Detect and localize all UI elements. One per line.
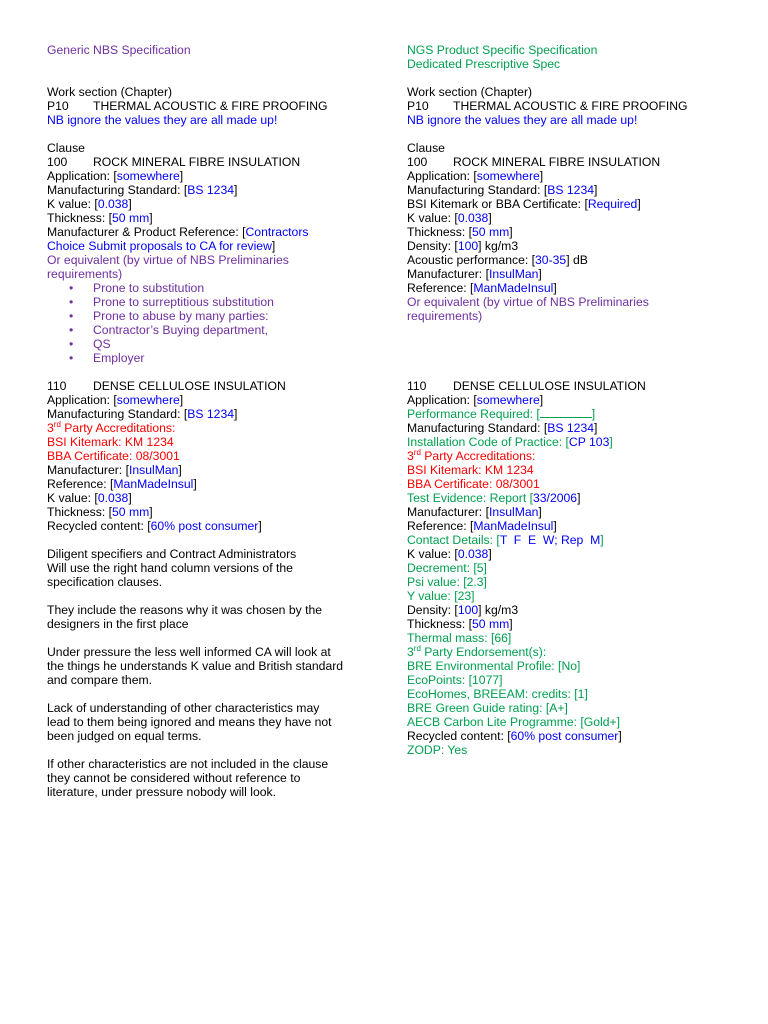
list-item: • Prone to surreptitious substitution — [93, 295, 377, 309]
field-label: Reference: [ — [47, 477, 114, 491]
field-label: Density: [ — [407, 239, 458, 253]
thickness-line: Thickness: [50 mm] — [47, 505, 153, 519]
field-label: K value: [ — [407, 211, 458, 225]
k-value-line: K value: [0.038] — [407, 211, 492, 225]
ordinal-suffix: rd — [413, 447, 421, 457]
field-value: somewhere — [476, 393, 540, 407]
clause-number: 110 — [407, 379, 427, 393]
field-value: 0.038 — [97, 197, 129, 211]
paragraph — [47, 603, 377, 631]
field-label: Application: [ — [47, 169, 117, 183]
field-label: Manufacturing Standard: [ — [47, 407, 188, 421]
manufacturing-standard-line: Manufacturing Standard: [BS 1234] — [407, 421, 598, 435]
field-value: 0.038 — [457, 547, 489, 561]
section-title: THERMAL ACOUSTIC & FIRE PROOFING — [93, 99, 328, 113]
field-value: 50 mm — [472, 617, 510, 631]
substitution-risks-list — [47, 281, 377, 365]
recycled-content-line: Recycled content: [60% post consumer] — [47, 519, 262, 533]
manufacturer-line: Manufacturer: [InsulMan] — [407, 267, 542, 281]
field-label: Thickness: [ — [407, 617, 473, 631]
clause-100 — [407, 155, 747, 323]
clause-title: DENSE CELLULOSE INSULATION — [93, 379, 286, 393]
clause-title: ROCK MINERAL FIBRE INSULATION — [93, 155, 301, 169]
aecb-carbon-lite-line: AECB Carbon Lite Programme: [Gold+] — [407, 715, 621, 729]
field-label: Acoustic performance: [ — [407, 253, 536, 267]
psi-value-line: Psi value: [2.3] — [407, 575, 487, 589]
zodp-line: ZODP: Yes — [407, 743, 468, 757]
field-value: 50 mm — [112, 211, 150, 225]
paragraph-line: Will use the right hand column versions of the — [47, 561, 293, 575]
field-value: BS 1234 — [187, 407, 235, 421]
field-label: Manufacturing Standard: [ — [407, 183, 548, 197]
clause-label: Clause — [47, 141, 85, 155]
manufacturer-product-line-cont: Choice Submit proposals to CA for review] — [47, 239, 276, 253]
field-label: BSI Kitemark or BBA Certificate: [ — [407, 197, 588, 211]
clause-number: 100 — [407, 155, 428, 169]
field-unit: ] kg/m3 — [478, 239, 519, 253]
field-label: Application: [ — [47, 393, 117, 407]
field-label: K value: [ — [47, 197, 98, 211]
clause-110 — [47, 379, 377, 533]
k-value-line: K value: [0.038] — [47, 491, 132, 505]
field-label: Recycled content: [ — [47, 519, 151, 533]
kitemark-line: BSI Kitemark: KM 1234 — [407, 463, 534, 477]
section-heading — [407, 99, 747, 113]
field-bracket: ] — [577, 491, 581, 505]
field-unit: ] dB — [566, 253, 588, 267]
clause-title: ROCK MINERAL FIBRE INSULATION — [453, 155, 661, 169]
field-label: Test Evidence: Report [ — [407, 491, 533, 505]
field-value: 0.038 — [457, 211, 489, 225]
field-value: 100 — [457, 603, 479, 617]
recycled-content-line: Recycled content: [60% post consumer] — [407, 729, 622, 743]
field-label: Application: [ — [407, 393, 477, 407]
thickness-line: Thickness: [50 mm] — [407, 225, 513, 239]
field-label: Reference: [ — [407, 519, 474, 533]
paragraph-line: If other characteristics are not included in the clause — [47, 757, 329, 771]
field-label: Party Accreditations: — [420, 449, 536, 463]
field-label: Recycled content: [ — [407, 729, 511, 743]
clause-100 — [47, 155, 377, 365]
field-value: somewhere — [116, 169, 180, 183]
manufacturing-standard-line: Manufacturing Standard: [BS 1234] — [47, 183, 238, 197]
field-value: 30-35 — [535, 253, 567, 267]
field-bracket: ] — [591, 407, 596, 421]
paragraph-line: designers in the first place — [47, 617, 189, 631]
or-equivalent-line-1: Or equivalent (by virtue of NBS Preliminaries — [47, 253, 289, 267]
test-evidence-line — [407, 491, 747, 505]
or-equivalent-line-2: requirements) — [47, 267, 123, 281]
field-value: 0.038 — [97, 491, 129, 505]
field-value: 60% post consumer — [150, 519, 259, 533]
list-item: • Contractor’s Buying department, — [93, 323, 377, 337]
field-value: somewhere — [116, 393, 180, 407]
acoustic-performance-line — [407, 253, 747, 267]
clause-110 — [407, 379, 747, 757]
clause-label: Clause — [407, 141, 445, 155]
nb-note: NB ignore the values they are all made up! — [407, 113, 638, 127]
field-value: Required — [587, 197, 638, 211]
density-line — [407, 239, 747, 253]
paragraph-line: and compare them. — [47, 673, 153, 687]
ordinal-suffix: rd — [53, 419, 61, 429]
field-value: ManMadeInsul — [473, 281, 554, 295]
clause-heading — [47, 379, 377, 393]
product-specific-spec-column — [407, 43, 747, 757]
application-line: Application: [somewhere] — [407, 393, 544, 407]
manufacturer-line: Manufacturer: [InsulMan] — [47, 463, 182, 477]
paragraph — [47, 547, 377, 589]
clause-heading — [407, 155, 747, 169]
field-value: 60% post consumer — [510, 729, 619, 743]
field-label: Manufacturing Standard: [ — [407, 421, 548, 435]
paragraph — [47, 757, 377, 799]
column-subheading: Dedicated Prescriptive Spec — [407, 57, 561, 71]
ecopoints-line: EcoPoints: [1077] — [407, 673, 503, 687]
column-heading: Generic NBS Specification — [47, 43, 191, 57]
paragraph-line: They include the reasons why it was chosen by the — [47, 603, 323, 617]
field-label: Performance Required: [ — [407, 407, 540, 421]
field-value: ManMadeInsul — [113, 477, 194, 491]
field-label: Density: [ — [407, 603, 458, 617]
section-code: P10 — [47, 99, 69, 113]
field-label: Reference: [ — [407, 281, 474, 295]
field-value: BS 1234 — [547, 183, 595, 197]
field-label: K value: [ — [47, 491, 98, 505]
section-title: THERMAL ACOUSTIC & FIRE PROOFING — [453, 99, 688, 113]
field-label: Thickness: [ — [47, 211, 113, 225]
field-label: Manufacturer: [ — [407, 267, 489, 281]
field-label: Installation Code of Practice: [ — [407, 435, 569, 449]
field-value: Contractors — [245, 225, 309, 239]
reference-line: Reference: [ManMadeInsul] — [47, 477, 197, 491]
field-label: Manufacturer: [ — [47, 463, 129, 477]
field-label: K value: [ — [407, 547, 458, 561]
k-value-line: K value: [0.038] — [47, 197, 132, 211]
field-label: Thickness: [ — [47, 505, 113, 519]
field-value: ManMadeInsul — [473, 519, 554, 533]
paragraph — [47, 645, 377, 687]
reference-line: Reference: [ManMadeInsul] — [407, 519, 557, 533]
field-label: Manufacturer & Product Reference: [ — [47, 225, 246, 239]
third-party-endorsements: 3rd Party Endorsement(s): — [407, 643, 547, 659]
decrement-line: Decrement: [5] — [407, 561, 487, 575]
contact-details-line — [407, 533, 747, 547]
thickness-line: Thickness: [50 mm] — [47, 211, 153, 225]
third-party-accreditations: 3rd Party Accreditations: — [47, 419, 176, 435]
field-value: BS 1234 — [187, 183, 235, 197]
field-value: T F E W; Rep M — [499, 533, 601, 547]
clause-heading — [47, 155, 377, 169]
field-value: 50 mm — [472, 225, 510, 239]
y-value-line: Y value: [23] — [407, 589, 475, 603]
field-value: 100 — [457, 239, 479, 253]
field-value: Choice Submit proposals to CA for review — [47, 239, 272, 253]
section-code: P10 — [407, 99, 429, 113]
ordinal-suffix: rd — [413, 643, 421, 653]
commentary — [47, 547, 377, 799]
kitemark-line: BSI Kitemark: KM 1234 — [47, 435, 174, 449]
paragraph-line: Diligent specifiers and Contract Administrators — [47, 547, 297, 561]
paragraph-line: lead to them being ignored and means they have not — [47, 715, 332, 729]
field-label: Contact Details: [ — [407, 533, 500, 547]
field-bracket: ] — [609, 435, 613, 449]
field-value: InsulMan — [128, 463, 179, 477]
field-value: InsulMan — [488, 267, 539, 281]
green-guide-rating-line: BRE Green Guide rating: [A+] — [407, 701, 568, 715]
bba-certificate-line: BBA Certificate: 08/3001 — [407, 477, 540, 491]
density-line — [407, 603, 747, 617]
reference-line: Reference: [ManMadeInsul] — [407, 281, 557, 295]
k-value-line: K value: [0.038] — [407, 547, 492, 561]
field-value: InsulMan — [488, 505, 539, 519]
paragraph-line: the things he understands K value and British standard — [47, 659, 344, 673]
clause-number: 100 — [47, 155, 68, 169]
ecohomes-breeam-line: EcoHomes, BREEAM: credits: [1] — [407, 687, 588, 701]
thermal-mass-line: Thermal mass: [66] — [407, 631, 512, 645]
application-line: Application: [somewhere] — [407, 169, 544, 183]
paragraph-line: Lack of understanding of other characteristics may — [47, 701, 320, 715]
manufacturing-standard-line: Manufacturing Standard: [BS 1234] — [407, 183, 598, 197]
paragraph — [47, 701, 377, 743]
field-label: Manufacturing Standard: [ — [47, 183, 188, 197]
field-unit: ] kg/m3 — [478, 603, 519, 617]
kitemark-bba-line: BSI Kitemark or BBA Certificate: [Required] — [407, 197, 641, 211]
paragraph-line: specification clauses. — [47, 575, 163, 589]
field-label: Application: [ — [407, 169, 477, 183]
paragraph-line: they cannot be considered without reference to — [47, 771, 301, 785]
thickness-line: Thickness: [50 mm] — [407, 617, 513, 631]
field-value: 33/2006 — [533, 491, 578, 505]
field-bracket: ] — [600, 533, 604, 547]
manufacturing-standard-line: Manufacturing Standard: [BS 1234] — [47, 407, 238, 421]
field-label: Thickness: [ — [407, 225, 473, 239]
list-item: • QS — [93, 337, 377, 351]
field-value: 50 mm — [112, 505, 150, 519]
generic-spec-column — [47, 43, 377, 799]
manufacturer-line: Manufacturer: [InsulMan] — [407, 505, 542, 519]
list-item: • Prone to abuse by many parties: — [93, 309, 377, 323]
third-party-accreditations: 3rd Party Accreditations: — [407, 447, 536, 463]
paragraph-line: Under pressure the less well informed CA will look at — [47, 645, 331, 659]
list-item: • Employer — [93, 351, 377, 365]
performance-required-line — [407, 407, 747, 421]
application-line: Application: [somewhere] — [47, 169, 184, 183]
field-value: BS 1234 — [547, 421, 595, 435]
clause-title: DENSE CELLULOSE INSULATION — [453, 379, 646, 393]
bre-environmental-profile-line: BRE Environmental Profile: [No] — [407, 659, 581, 673]
nb-note: NB ignore the values they are all made up! — [47, 113, 278, 127]
clause-heading — [407, 379, 747, 393]
blank-field — [540, 407, 592, 418]
or-equivalent-line-2: requirements) — [407, 309, 483, 323]
manufacturer-product-line — [47, 225, 377, 239]
field-label: Party Endorsement(s): — [420, 645, 547, 659]
column-heading: NGS Product Specific Specification — [407, 43, 598, 57]
field-label: Manufacturer: [ — [407, 505, 489, 519]
paragraph-line: literature, under pressure nobody will look. — [47, 785, 276, 799]
application-line: Application: [somewhere] — [47, 393, 184, 407]
field-label: Party Accreditations: — [60, 421, 176, 435]
work-section-label: Work section (Chapter) — [47, 85, 173, 99]
list-item: • Prone to substitution — [93, 281, 377, 295]
field-value: CP 103 — [568, 435, 610, 449]
installation-code-line — [407, 435, 747, 449]
work-section-label: Work section (Chapter) — [407, 85, 533, 99]
or-equivalent-line-1: Or equivalent (by virtue of NBS Preliminaries — [407, 295, 649, 309]
section-heading — [47, 99, 377, 113]
field-value: somewhere — [476, 169, 540, 183]
paragraph-line: been judged on equal terms. — [47, 729, 202, 743]
bba-certificate-line: BBA Certificate: 08/3001 — [47, 449, 180, 463]
clause-number: 110 — [47, 379, 67, 393]
